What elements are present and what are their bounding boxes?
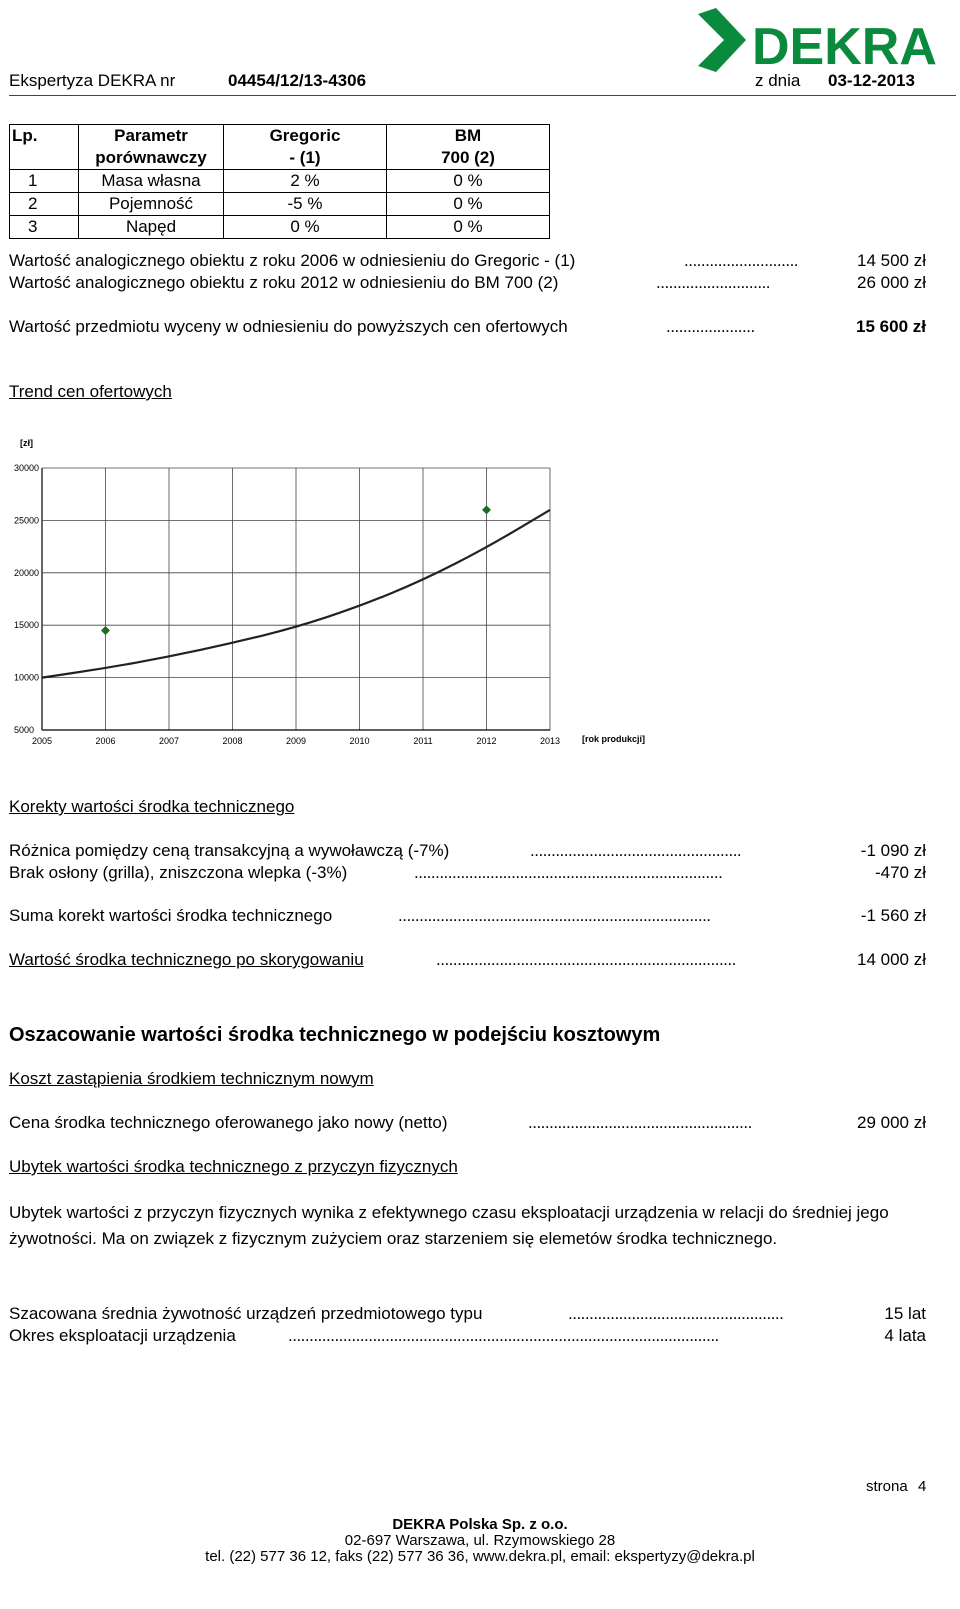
- new-price-value: 29 000 zł: [857, 1113, 926, 1132]
- expertise-number: 04454/12/13-4306: [228, 71, 367, 90]
- x-axis-label: [rok produkcji]: [582, 734, 646, 744]
- x-tick-label: 2008: [222, 736, 243, 746]
- subject-value: 15 600 zł: [856, 317, 926, 336]
- data-point: [101, 626, 110, 635]
- date-value: 03-12-2013: [828, 71, 915, 90]
- correction-sum-value: -1 560 zł: [860, 906, 926, 925]
- table-header-row: [10, 125, 550, 170]
- chart-ticks: [14, 463, 560, 746]
- correction-label-1: Różnica pomiędzy ceną transakcyjną a wywoławczą (-7%): [9, 841, 450, 860]
- y-tick-label: 30000: [14, 463, 40, 473]
- header-parameter: Parametr porównawczy: [79, 125, 224, 170]
- corrected-value: 14 000 zł: [857, 950, 926, 969]
- leader-dots: ..........................................................................: [398, 906, 711, 925]
- x-tick-label: 2010: [349, 736, 370, 746]
- chart-grid: [42, 468, 550, 730]
- leader-dots: .....................................................: [528, 1113, 752, 1132]
- x-tick-label: 2012: [476, 736, 497, 746]
- new-price-label: Cena środka technicznego oferowanego jako nowy (netto): [9, 1113, 448, 1132]
- leader-dots: ...........................: [684, 251, 799, 270]
- loss-title: Ubytek wartości środka technicznego z przyczyn fizycznych: [9, 1157, 458, 1176]
- analog-value-2: 26 000 zł: [857, 273, 926, 292]
- lifespan-value: 15 lat: [884, 1304, 926, 1323]
- correction-label-2: Brak osłony (grilla), zniszczona wlepka (-3%): [9, 863, 348, 882]
- x-tick-label: 2009: [285, 736, 307, 746]
- table-row: 2 Pojemność -5 % 0 %: [10, 193, 550, 216]
- header-bm700: BM 700 (2): [387, 125, 550, 170]
- trend-chart: [0, 430, 700, 760]
- header-rule: [9, 95, 956, 96]
- expertise-label: Ekspertyza DEKRA nr: [9, 71, 176, 90]
- table-row: 3 Napęd 0 % 0 %: [10, 216, 550, 239]
- loss-paragraph: Ubytek wartości z przyczyn fizycznych wynika z efektywnego czasu eksploatacji urządzenia w relacji do średniej jego żywotności. Ma on związek z fizycznym zużyciem oraz starzeniem się elemetów środka technicznego.: [9, 1203, 889, 1248]
- header-lp: Lp.: [10, 125, 79, 170]
- leader-dots: ......................................................................................................: [288, 1326, 719, 1345]
- lifespan-label: Szacowana średnia żywotność urządzeń przedmiotowego typu: [9, 1304, 483, 1323]
- leader-dots: ...........................: [656, 273, 771, 292]
- x-tick-label: 2006: [95, 736, 116, 746]
- analog-value-label-2: Wartość analogicznego obiektu z roku 2012 w odniesieniu do BM 700 (2): [9, 273, 559, 292]
- page-label: strona: [866, 1478, 908, 1495]
- date-label: z dnia: [755, 71, 801, 90]
- analog-value-label-1: Wartość analogicznego obiektu z roku 2006 w odniesieniu do Gregoric - (1): [9, 251, 576, 270]
- replacement-title: Koszt zastąpienia środkiem technicznym nowym: [9, 1069, 374, 1088]
- leader-dots: .........................................................................: [414, 863, 723, 882]
- operation-label: Okres eksploatacji urządzenia: [9, 1326, 236, 1345]
- dekra-logo: [694, 4, 956, 84]
- trend-title: Trend cen ofertowych: [9, 382, 172, 401]
- leader-dots: .......................................................................: [436, 950, 736, 969]
- x-tick-label: 2011: [413, 736, 433, 746]
- comparison-table: [9, 124, 550, 239]
- corrections-title: Korekty wartości środka technicznego: [9, 797, 295, 816]
- correction-value-2: -470 zł: [874, 863, 926, 882]
- y-tick-label: 15000: [14, 620, 40, 631]
- x-tick-label: 2007: [158, 736, 180, 746]
- correction-sum-label: Suma korekt wartości środka technicznego: [9, 906, 333, 925]
- y-tick-label: 10000: [14, 672, 40, 683]
- cost-approach-heading: Oszacowanie wartości środka technicznego w podejściu kosztowym: [9, 1024, 661, 1046]
- leader-dots: .....................: [666, 317, 755, 336]
- correction-value-1: -1 090 zł: [860, 841, 926, 860]
- leader-dots: ...................................................: [568, 1304, 784, 1323]
- header-gregoric: Gregoric - (1): [224, 125, 387, 170]
- dekra-logo-mark: [698, 8, 746, 72]
- y-tick-label: 20000: [14, 567, 40, 578]
- subject-value-label: Wartość przedmiotu wyceny w odniesieniu do powyższych cen ofertowych: [9, 317, 568, 336]
- table-row: 1 Masa własna 2 % 0 %: [10, 170, 550, 193]
- y-axis-label: [zł]: [20, 438, 33, 448]
- corrected-value-label: Wartość środka technicznego po skorygowaniu: [9, 950, 364, 969]
- footer-company: DEKRA Polska Sp. z o.o.: [392, 1516, 568, 1533]
- leader-dots: ..................................................: [530, 841, 742, 860]
- x-tick-label: 2005: [31, 736, 53, 746]
- footer-address: 02-697 Warszawa, ul. Rzymowskiego 28: [344, 1532, 616, 1549]
- operation-value: 4 lata: [884, 1326, 926, 1345]
- y-tick-label: 5000: [14, 725, 35, 735]
- x-tick-label: 2013: [539, 736, 561, 746]
- y-tick-label: 25000: [14, 515, 40, 526]
- footer-contact: tel. (22) 577 36 12, faks (22) 577 36 36, www.dekra.pl, email: ekspertyzy@dekra.pl: [205, 1548, 755, 1565]
- data-point: [482, 505, 491, 514]
- analog-value-1: 14 500 zł: [857, 251, 926, 270]
- page-number: 4: [918, 1478, 927, 1495]
- dekra-logo-text: DEKRA: [752, 18, 937, 76]
